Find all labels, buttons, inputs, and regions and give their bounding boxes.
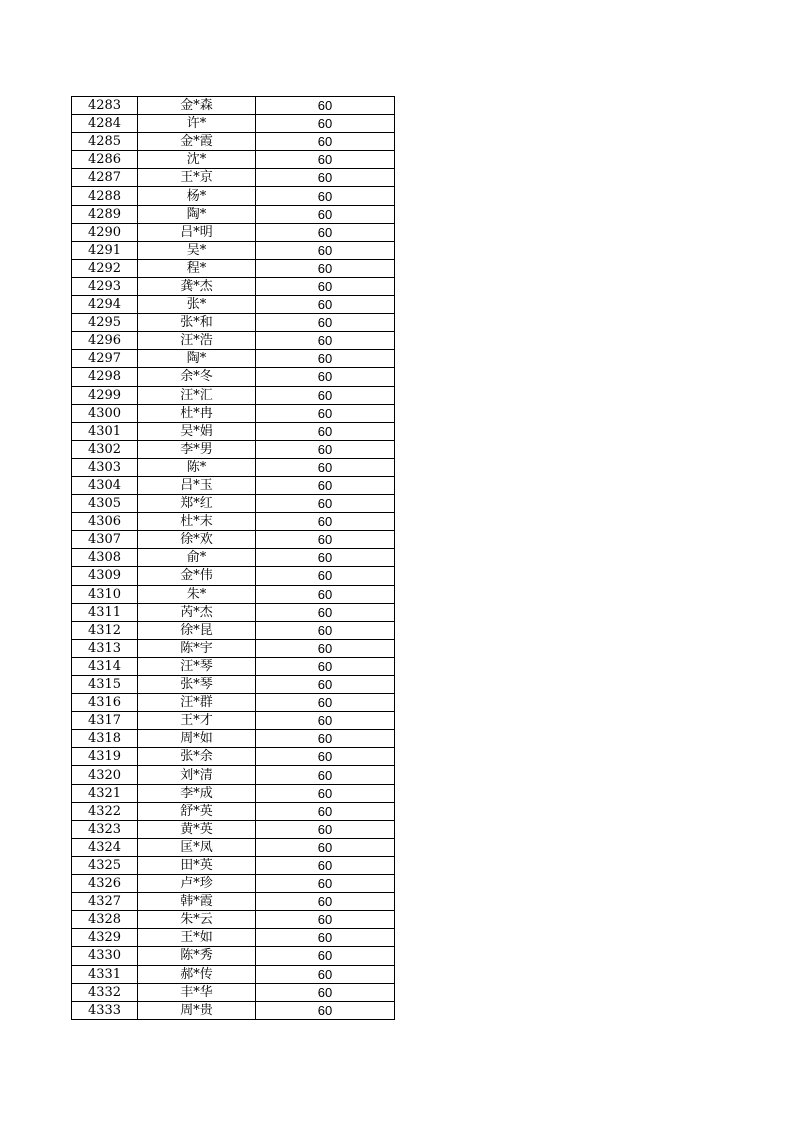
score-cell: 60 xyxy=(256,603,395,621)
masked-name-cell: 陶* xyxy=(138,350,256,368)
record-number-cell: 4320 xyxy=(72,766,138,784)
table-row xyxy=(72,802,395,820)
masked-name-cell: 丰*华 xyxy=(138,983,256,1001)
masked-name-cell: 王*如 xyxy=(138,929,256,947)
masked-name-cell: 周*贵 xyxy=(138,1001,256,1019)
score-cell: 60 xyxy=(256,549,395,567)
score-cell: 60 xyxy=(256,856,395,874)
record-number-cell: 4287 xyxy=(72,169,138,187)
score-cell: 60 xyxy=(256,205,395,223)
masked-name-cell: 朱* xyxy=(138,585,256,603)
score-cell: 60 xyxy=(256,458,395,476)
table-row xyxy=(72,748,395,766)
table-row xyxy=(72,657,395,675)
record-number-cell: 4292 xyxy=(72,259,138,277)
table-row xyxy=(72,983,395,1001)
score-cell: 60 xyxy=(256,513,395,531)
masked-name-cell: 许* xyxy=(138,115,256,133)
table-row xyxy=(72,965,395,983)
masked-name-cell: 郝*传 xyxy=(138,965,256,983)
record-number-cell: 4297 xyxy=(72,350,138,368)
record-number-cell: 4284 xyxy=(72,115,138,133)
record-number-cell: 4300 xyxy=(72,404,138,422)
masked-name-cell: 陶* xyxy=(138,205,256,223)
table-row xyxy=(72,549,395,567)
table-row xyxy=(72,712,395,730)
table-row xyxy=(72,639,395,657)
score-cell: 60 xyxy=(256,1001,395,1019)
masked-name-cell: 王*京 xyxy=(138,169,256,187)
masked-name-cell: 杨* xyxy=(138,187,256,205)
table-row xyxy=(72,947,395,965)
score-cell: 60 xyxy=(256,712,395,730)
masked-name-cell: 李*成 xyxy=(138,784,256,802)
table-row xyxy=(72,585,395,603)
score-cell: 60 xyxy=(256,223,395,241)
table-row xyxy=(72,350,395,368)
masked-name-cell: 李*男 xyxy=(138,440,256,458)
score-cell: 60 xyxy=(256,187,395,205)
score-cell: 60 xyxy=(256,314,395,332)
score-cell: 60 xyxy=(256,766,395,784)
masked-name-cell: 周*如 xyxy=(138,730,256,748)
masked-name-cell: 韩*霞 xyxy=(138,893,256,911)
table-row xyxy=(72,223,395,241)
score-cell: 60 xyxy=(256,133,395,151)
record-number-cell: 4303 xyxy=(72,458,138,476)
score-cell: 60 xyxy=(256,476,395,494)
masked-name-cell: 张* xyxy=(138,296,256,314)
record-number-cell: 4288 xyxy=(72,187,138,205)
record-number-cell: 4305 xyxy=(72,495,138,513)
table-row xyxy=(72,820,395,838)
table-row xyxy=(72,856,395,874)
table-row xyxy=(72,205,395,223)
record-number-cell: 4317 xyxy=(72,712,138,730)
record-number-cell: 4290 xyxy=(72,223,138,241)
masked-name-cell: 汪*浩 xyxy=(138,332,256,350)
record-number-cell: 4332 xyxy=(72,983,138,1001)
record-number-cell: 4312 xyxy=(72,621,138,639)
masked-name-cell: 王*才 xyxy=(138,712,256,730)
score-cell: 60 xyxy=(256,947,395,965)
record-number-cell: 4327 xyxy=(72,893,138,911)
masked-name-cell: 张*和 xyxy=(138,314,256,332)
record-number-cell: 4318 xyxy=(72,730,138,748)
score-cell: 60 xyxy=(256,404,395,422)
masked-name-cell: 匡*凤 xyxy=(138,838,256,856)
masked-name-cell: 吕*玉 xyxy=(138,476,256,494)
score-cell: 60 xyxy=(256,277,395,295)
masked-name-cell: 沈* xyxy=(138,151,256,169)
record-number-cell: 4315 xyxy=(72,676,138,694)
score-cell: 60 xyxy=(256,983,395,1001)
table-row xyxy=(72,386,395,404)
table-row xyxy=(72,151,395,169)
table-row xyxy=(72,875,395,893)
masked-name-cell: 金*伟 xyxy=(138,567,256,585)
record-number-cell: 4302 xyxy=(72,440,138,458)
score-cell: 60 xyxy=(256,422,395,440)
score-cell: 60 xyxy=(256,259,395,277)
masked-name-cell: 龚*杰 xyxy=(138,277,256,295)
record-number-cell: 4306 xyxy=(72,513,138,531)
table-row xyxy=(72,187,395,205)
masked-name-cell: 程* xyxy=(138,259,256,277)
masked-name-cell: 汪*汇 xyxy=(138,386,256,404)
table-row xyxy=(72,911,395,929)
score-cell: 60 xyxy=(256,838,395,856)
table-row xyxy=(72,169,395,187)
record-number-cell: 4293 xyxy=(72,277,138,295)
table-row xyxy=(72,476,395,494)
score-cell: 60 xyxy=(256,386,395,404)
record-number-cell: 4330 xyxy=(72,947,138,965)
score-cell: 60 xyxy=(256,802,395,820)
score-cell: 60 xyxy=(256,657,395,675)
score-cell: 60 xyxy=(256,965,395,983)
score-cell: 60 xyxy=(256,911,395,929)
table-row xyxy=(72,513,395,531)
score-cell: 60 xyxy=(256,784,395,802)
record-number-cell: 4326 xyxy=(72,875,138,893)
masked-name-cell: 陈*秀 xyxy=(138,947,256,965)
record-number-cell: 4331 xyxy=(72,965,138,983)
table-row xyxy=(72,296,395,314)
score-cell: 60 xyxy=(256,567,395,585)
record-number-cell: 4310 xyxy=(72,585,138,603)
score-cell: 60 xyxy=(256,531,395,549)
record-number-cell: 4294 xyxy=(72,296,138,314)
record-number-cell: 4283 xyxy=(72,97,138,115)
score-cell: 60 xyxy=(256,151,395,169)
table-row xyxy=(72,676,395,694)
record-number-cell: 4311 xyxy=(72,603,138,621)
record-number-cell: 4325 xyxy=(72,856,138,874)
masked-name-cell: 郑*红 xyxy=(138,495,256,513)
records-table xyxy=(71,96,395,1020)
record-number-cell: 4298 xyxy=(72,368,138,386)
masked-name-cell: 吴*娟 xyxy=(138,422,256,440)
record-number-cell: 4285 xyxy=(72,133,138,151)
record-number-cell: 4309 xyxy=(72,567,138,585)
masked-name-cell: 舒*英 xyxy=(138,802,256,820)
score-cell: 60 xyxy=(256,893,395,911)
table-row xyxy=(72,838,395,856)
table-row xyxy=(72,495,395,513)
table-row xyxy=(72,893,395,911)
table-row xyxy=(72,97,395,115)
table-row xyxy=(72,1001,395,1019)
masked-name-cell: 朱*云 xyxy=(138,911,256,929)
masked-name-cell: 杜*末 xyxy=(138,513,256,531)
score-cell: 60 xyxy=(256,495,395,513)
masked-name-cell: 金*森 xyxy=(138,97,256,115)
score-cell: 60 xyxy=(256,748,395,766)
masked-name-cell: 陈*宇 xyxy=(138,639,256,657)
table-row xyxy=(72,259,395,277)
masked-name-cell: 俞* xyxy=(138,549,256,567)
record-number-cell: 4314 xyxy=(72,657,138,675)
table-row xyxy=(72,241,395,259)
record-number-cell: 4323 xyxy=(72,820,138,838)
masked-name-cell: 田*英 xyxy=(138,856,256,874)
table-row xyxy=(72,368,395,386)
record-number-cell: 4319 xyxy=(72,748,138,766)
table-row xyxy=(72,567,395,585)
table-row xyxy=(72,730,395,748)
record-number-cell: 4328 xyxy=(72,911,138,929)
table-row xyxy=(72,422,395,440)
table-row xyxy=(72,784,395,802)
score-cell: 60 xyxy=(256,115,395,133)
masked-name-cell: 吕*明 xyxy=(138,223,256,241)
table-row xyxy=(72,440,395,458)
table-row xyxy=(72,332,395,350)
score-cell: 60 xyxy=(256,440,395,458)
record-number-cell: 4295 xyxy=(72,314,138,332)
record-number-cell: 4296 xyxy=(72,332,138,350)
masked-name-cell: 金*霞 xyxy=(138,133,256,151)
masked-name-cell: 汪*群 xyxy=(138,694,256,712)
masked-name-cell: 徐*昆 xyxy=(138,621,256,639)
record-number-cell: 4299 xyxy=(72,386,138,404)
score-cell: 60 xyxy=(256,676,395,694)
masked-name-cell: 杜*冉 xyxy=(138,404,256,422)
score-cell: 60 xyxy=(256,169,395,187)
table-row xyxy=(72,531,395,549)
record-number-cell: 4307 xyxy=(72,531,138,549)
masked-name-cell: 张*琴 xyxy=(138,676,256,694)
record-number-cell: 4304 xyxy=(72,476,138,494)
record-number-cell: 4313 xyxy=(72,639,138,657)
score-cell: 60 xyxy=(256,241,395,259)
table-row xyxy=(72,458,395,476)
masked-name-cell: 吴* xyxy=(138,241,256,259)
masked-name-cell: 黄*英 xyxy=(138,820,256,838)
records-table-body xyxy=(72,97,395,1020)
masked-name-cell: 徐*欢 xyxy=(138,531,256,549)
score-cell: 60 xyxy=(256,639,395,657)
table-row xyxy=(72,133,395,151)
score-cell: 60 xyxy=(256,332,395,350)
masked-name-cell: 余*冬 xyxy=(138,368,256,386)
score-cell: 60 xyxy=(256,730,395,748)
masked-name-cell: 汪*琴 xyxy=(138,657,256,675)
masked-name-cell: 陈* xyxy=(138,458,256,476)
score-cell: 60 xyxy=(256,97,395,115)
score-cell: 60 xyxy=(256,694,395,712)
score-cell: 60 xyxy=(256,820,395,838)
table-row xyxy=(72,766,395,784)
record-number-cell: 4324 xyxy=(72,838,138,856)
table-row xyxy=(72,621,395,639)
table-row xyxy=(72,115,395,133)
score-cell: 60 xyxy=(256,929,395,947)
record-number-cell: 4289 xyxy=(72,205,138,223)
masked-name-cell: 芮*杰 xyxy=(138,603,256,621)
masked-name-cell: 张*余 xyxy=(138,748,256,766)
record-number-cell: 4291 xyxy=(72,241,138,259)
masked-name-cell: 卢*珍 xyxy=(138,875,256,893)
score-cell: 60 xyxy=(256,296,395,314)
score-cell: 60 xyxy=(256,368,395,386)
table-row xyxy=(72,929,395,947)
record-number-cell: 4316 xyxy=(72,694,138,712)
table-row xyxy=(72,694,395,712)
table-row xyxy=(72,277,395,295)
record-number-cell: 4322 xyxy=(72,802,138,820)
record-number-cell: 4301 xyxy=(72,422,138,440)
table-row xyxy=(72,314,395,332)
record-number-cell: 4333 xyxy=(72,1001,138,1019)
table-row xyxy=(72,404,395,422)
record-number-cell: 4329 xyxy=(72,929,138,947)
score-cell: 60 xyxy=(256,585,395,603)
score-cell: 60 xyxy=(256,875,395,893)
table-row xyxy=(72,603,395,621)
masked-name-cell: 刘*清 xyxy=(138,766,256,784)
score-cell: 60 xyxy=(256,621,395,639)
record-number-cell: 4286 xyxy=(72,151,138,169)
record-number-cell: 4321 xyxy=(72,784,138,802)
score-cell: 60 xyxy=(256,350,395,368)
record-number-cell: 4308 xyxy=(72,549,138,567)
